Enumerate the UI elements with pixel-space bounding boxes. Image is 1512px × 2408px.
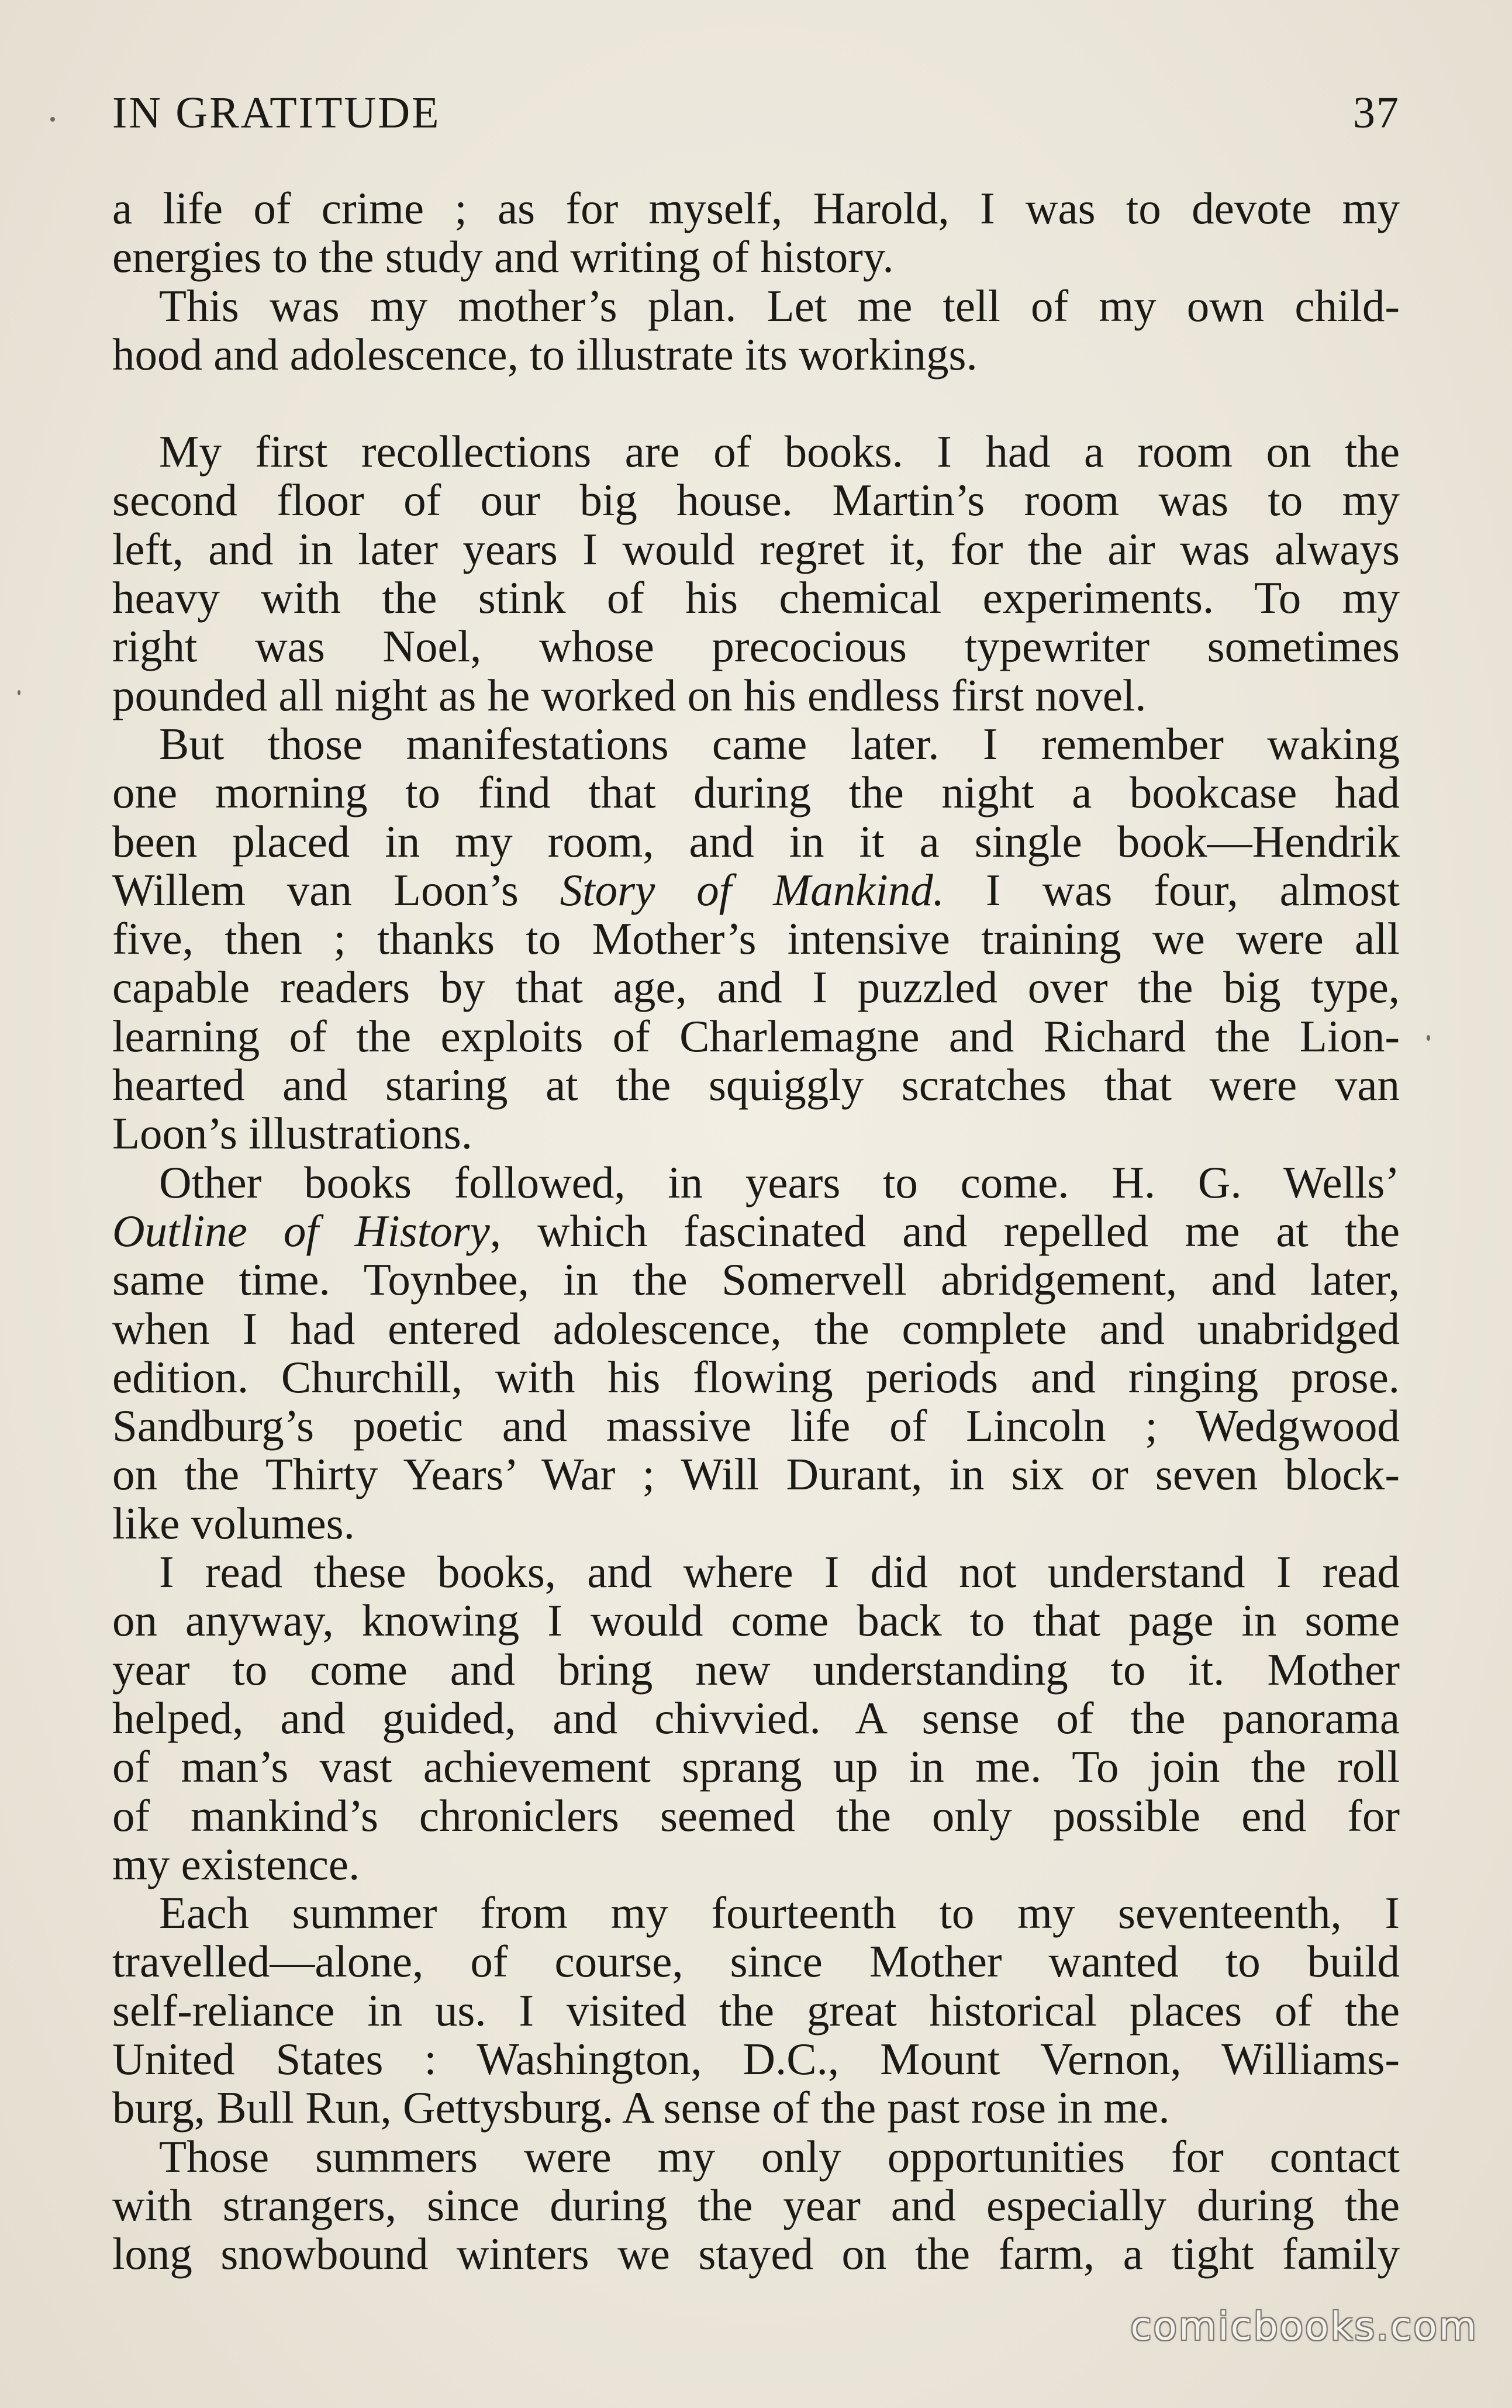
text-line: heavy with the stink of his chemical experiments. To my: [112, 572, 1400, 623]
paragraph: [112, 2133, 1400, 2279]
paragraph: [112, 282, 1400, 380]
text-line: been placed in my room, and in it a single book—Hendrik: [112, 816, 1400, 867]
text-line: five, then ; thanks to Mother’s intensive training we were all: [112, 913, 1400, 964]
text-line: Other books followed, in years to come. H. G. Wells’: [159, 1157, 1400, 1208]
paper-speck: [50, 117, 55, 122]
text-line: burg, Bull Run, Gettysburg. A sense of the past rose in me.: [112, 2082, 1170, 2133]
text-line: hearted and staring at the squiggly scratches that were van: [112, 1060, 1400, 1110]
text-line: helped, and guided, and chivvied. A sense of the panorama: [112, 1692, 1400, 1743]
paragraph: [112, 1158, 1400, 1548]
text-line: of mankind’s chroniclers seemed the only possible end for: [112, 1790, 1400, 1841]
text-line: self-reliance in us. I visited the great historical places of the: [112, 1985, 1400, 2036]
text-line: This was my mother’s plan. Let me tell of my own child-: [159, 280, 1400, 331]
text-line: my existence.: [112, 1838, 360, 1889]
text-line: Those summers were my only opportunities for contact: [159, 2131, 1400, 2182]
text-line: year to come and bring new understanding to it. Mother: [112, 1644, 1400, 1695]
text-line: learning of the exploits of Charlemagne and Richard the Lion-: [112, 1010, 1400, 1061]
paragraph: [112, 1889, 1400, 2132]
text-line: on the Thirty Years’ War ; Will Durant, in six or seven block-: [112, 1449, 1400, 1500]
chapter-title: IN GRATITUDE: [112, 88, 441, 137]
text-line: Outline of History, which fascinated and repelled me at the: [112, 1205, 1400, 1256]
text-line: like volumes.: [112, 1498, 355, 1548]
text-line: Willem van Loon’s Story of Mankind. I was four, almost: [112, 864, 1400, 915]
page-number: 37: [1353, 88, 1400, 137]
text-line: Each summer from my fourteenth to my seventeenth, I: [159, 1888, 1400, 1938]
text-line: energies to the study and writing of history.: [112, 232, 894, 282]
watermark-logo: comicbooks.com: [1130, 2304, 1478, 2349]
text-line: capable readers by that age, and I puzzled over the big type,: [112, 962, 1400, 1013]
text-line: one morning to find that during the night a bookcase had: [112, 767, 1400, 818]
paragraph: [112, 427, 1400, 720]
text-line: with strangers, since during the year and especially during the: [112, 2179, 1400, 2230]
text-line: hood and adolescence, to illustrate its workings.: [112, 329, 978, 380]
paper-speck: [18, 690, 20, 695]
text-line: right was Noel, whose precocious typewriter sometimes: [112, 621, 1400, 672]
text-line: a life of crime ; as for myself, Harold, I was to devote my: [112, 183, 1400, 233]
text-line: left, and in later years I would regret it, for the air was always: [112, 523, 1400, 574]
running-head: [112, 88, 1400, 146]
text-line: My first recollections are of books. I had a room on the: [159, 426, 1400, 477]
text-line: same time. Toynbee, in the Somervell abridgement, and later,: [112, 1254, 1400, 1305]
paper-speck: [1427, 1035, 1430, 1041]
text-line: United States : Washington, D.C., Mount Vernon, Williams-: [112, 2033, 1400, 2084]
text-line: pounded all night as he worked on his endless first novel.: [112, 670, 1147, 720]
paragraph: [112, 1548, 1400, 1889]
text-line: second floor of our big house. Martin’s room was to my: [112, 475, 1400, 526]
text-line: But those manifestations came later. I remember waking: [159, 718, 1400, 769]
text-line: travelled—alone, of course, since Mother wanted to build: [112, 1936, 1400, 1987]
text-line: when I had entered adolescence, the complete and unabridged: [112, 1303, 1400, 1354]
text-line: of man’s vast achievement sprang up in me. To join the roll: [112, 1741, 1400, 1792]
text-line: Sandburg’s poetic and massive life of Lincoln ; Wedgwood: [112, 1400, 1400, 1451]
text-line: edition. Churchill, with his flowing periods and ringing prose.: [112, 1351, 1400, 1402]
paragraph: [112, 720, 1400, 1158]
text-line: long snowbound winters we stayed on the farm, a tight family: [112, 2228, 1400, 2279]
section-break: [112, 379, 1400, 427]
body-text: [112, 184, 1400, 2278]
text-line: on anyway, knowing I would come back to that page in some: [112, 1595, 1400, 1646]
text-line: I read these books, and where I did not understand I read: [159, 1547, 1400, 1598]
paragraph: [112, 184, 1400, 282]
text-line: Loon’s illustrations.: [112, 1108, 472, 1159]
